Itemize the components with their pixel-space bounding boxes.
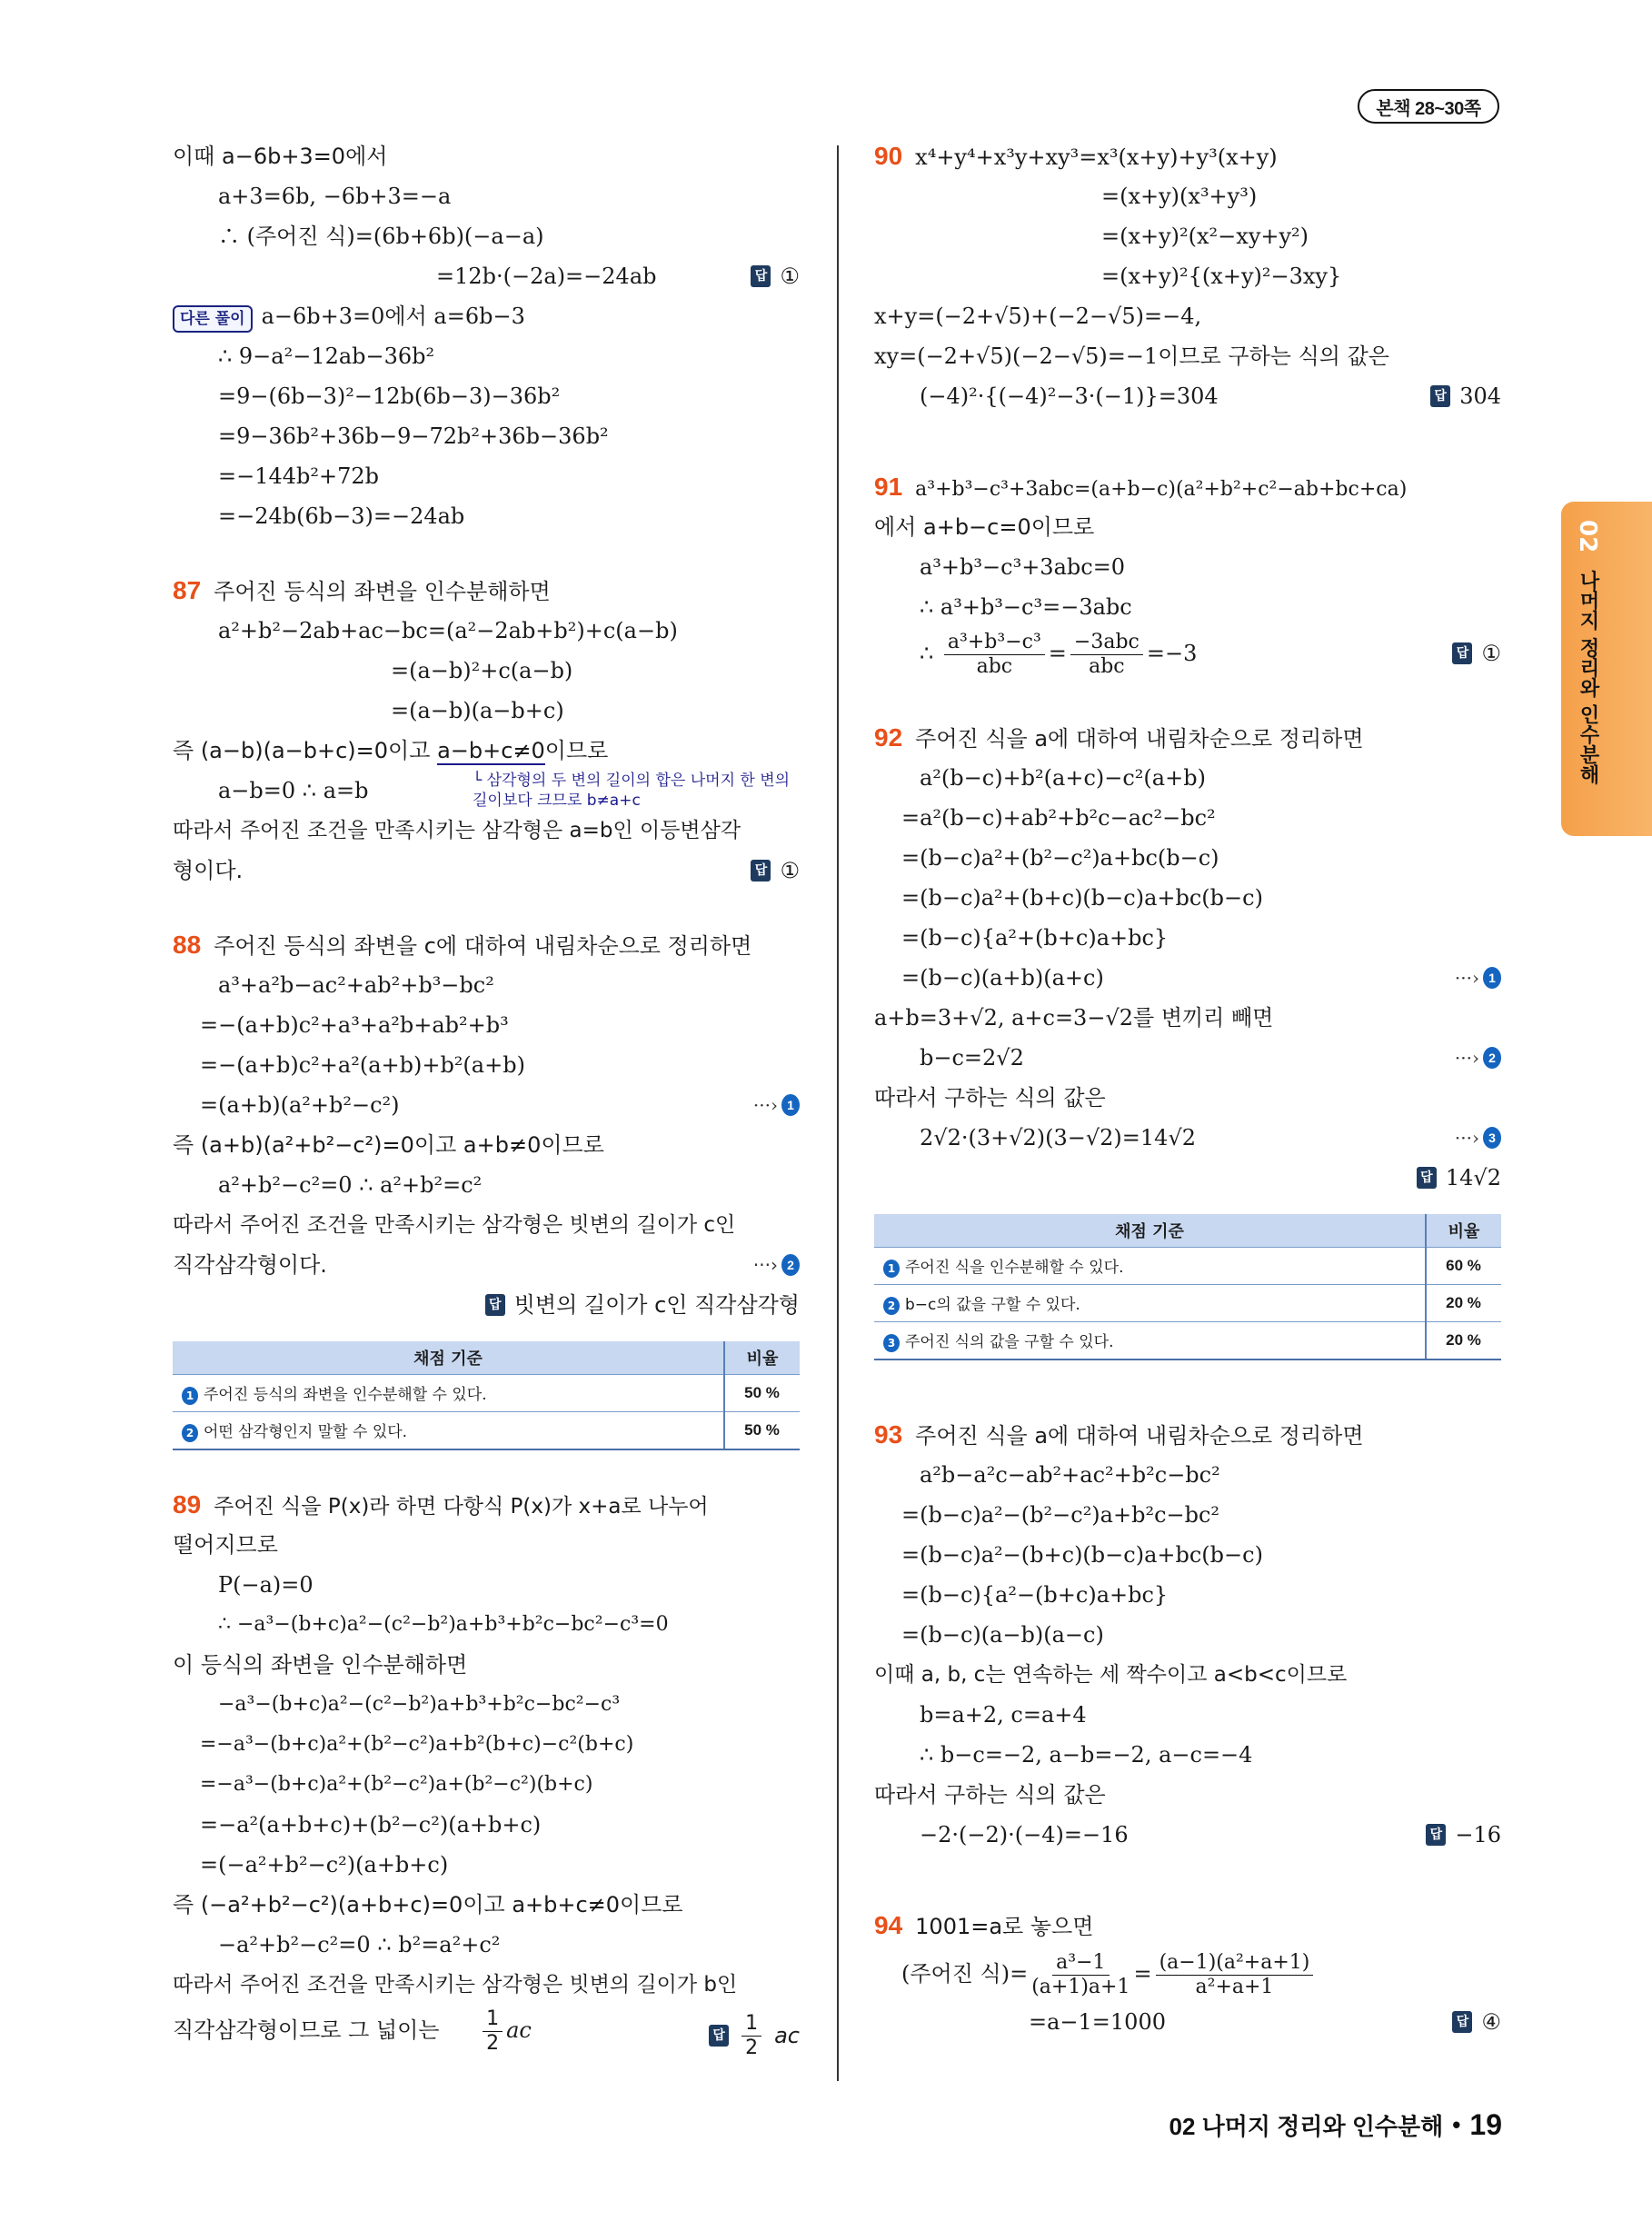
solution-line (173, 1285, 800, 1325)
therefore-sign: ∴ (920, 641, 934, 666)
denominator: abc (1089, 655, 1125, 678)
solution-line (173, 2005, 800, 2059)
solution-line: =−24b(6b−3)=−24ab (218, 503, 465, 529)
denominator: 2 (745, 2036, 759, 2059)
solution-line: =9−(6b−3)²−12b(6b−3)−36b² (218, 383, 561, 409)
chapter-side-tab (1561, 502, 1652, 836)
solution-line: a²(b−c)+b²(a+c)−c²(a+b) (920, 765, 1206, 791)
solution-line: 따라서 구하는 식의 값은 (874, 1085, 1106, 1111)
table-row (874, 1322, 1501, 1360)
denominator: 2 (486, 2031, 500, 2055)
equation: (−4)²·{(−4)²−3·(−1)}=304 (920, 383, 1219, 409)
solution-line (874, 376, 1501, 416)
solution-line: xy=(−2+√5)(−2−√5)=−1이므로 구하는 식의 값은 (874, 344, 1389, 369)
fraction (1070, 631, 1143, 679)
answer-mark (1452, 627, 1501, 680)
grading-table-92 (874, 1214, 1501, 1360)
solution-line (874, 1038, 1501, 1078)
equation: =(b−c)(a+b)(a+c) (901, 965, 1104, 991)
solution-line: 이때 a−6b+3=0에서 (173, 144, 388, 169)
answer-mark (1430, 376, 1501, 416)
solution-line: =−a³−(b+c)a²+(b²−c²)a+(b²−c²)(b+c) (200, 1773, 593, 1796)
numerator: a³−1 (1052, 1951, 1109, 1976)
text: 형이다. (173, 858, 244, 883)
table-header: 채점 기준 (173, 1341, 724, 1375)
solution-line: 따라서 주어진 조건을 만족시키는 삼각형은 빗변의 길이가 c인 (173, 1213, 736, 1237)
answer-mark (1426, 1815, 1501, 1855)
solution-line: 떨어지므로 (173, 1532, 278, 1558)
step-marker: ···› 2 (753, 1245, 800, 1285)
result: =−3 (1146, 641, 1198, 666)
solution-line (874, 958, 1501, 998)
fraction-answer (741, 2012, 761, 2060)
step-marker: ···› 1 (1455, 958, 1501, 998)
solution-line (874, 1158, 1501, 1198)
solution-line: =−(a+b)c²+a²(a+b)+b²(a+b) (200, 1052, 525, 1078)
solution-line: 즉 (a+b)(a²+b²−c²)=0이고 a+b≠0이므로 (173, 1132, 604, 1158)
equation: a−b=0 ∴ a=b (218, 778, 369, 803)
footer-separator: • (1452, 2111, 1461, 2138)
solution-line: a³+b³−c³+3abc=0 (920, 554, 1126, 580)
chapter-number: 02 (1574, 520, 1601, 553)
answer-mark (1452, 2002, 1501, 2042)
denominator: a²+a+1 (1195, 1976, 1274, 1998)
answer-mark (751, 256, 800, 296)
problem-92-heading (874, 718, 1501, 758)
solution-line: =(b−c)a²+(b²−c²)a+bc(b−c) (901, 845, 1219, 871)
equation: =12b·(−2a)=−24ab (436, 264, 657, 289)
text: 이므로 (544, 738, 609, 763)
answer-value: ① (780, 264, 800, 289)
solution-line: a+b=3+√2, a+c=3−√2를 변끼리 빼면 (874, 1005, 1274, 1031)
equation: a³+b³−c³+3abc=(a+b−c)(a²+b²+c²−ab+bc+ca) (915, 478, 1408, 501)
problem-number: 92 (874, 723, 903, 752)
equation: x⁴+y⁴+x³y+xy³=x³(x+y)+y³(x+y) (915, 144, 1278, 170)
solution-line (173, 851, 800, 891)
solution-line: =(b−c){a²−(b+c)a+bc} (901, 1582, 1169, 1608)
equation: 2√2·(3+√2)(3−√2)=14√2 (920, 1125, 1197, 1150)
rate: 50 % (724, 1412, 800, 1450)
solution-line: (주어진 식)= $\frac{\text{a³−1}}{(a+1)a+1}$ = $\frac{\text{(a−1)(a²+a+1)}}{\text{a²+a+1}}$ (874, 1946, 1501, 2002)
solution-line: −a³−(b+c)a²−(c²−b²)a+b³+b²c−bc²−c³ (218, 1693, 621, 1716)
solution-line: ∴ a³+b³−c³=−3abc (920, 594, 1132, 620)
answer-icon: 답 (1452, 2011, 1472, 2033)
fraction (944, 631, 1045, 679)
answer-value: 304 (1459, 383, 1501, 409)
solution-line: =(b−c)a²−(b²−c²)a+b²c−bc² (901, 1502, 1220, 1528)
numerator: 1 (741, 2012, 761, 2037)
solution-line (173, 1085, 800, 1125)
solution-line: ∴ $\frac{\text{a³+b³−c³}}{\text{abc}}$ = $\frac{\text{−3abc}}{\text{abc}}$ =−3 답 ① (874, 627, 1501, 680)
rate: 60 % (1426, 1248, 1501, 1285)
chapter-side-tab-label (1574, 520, 1602, 784)
solution-line: =(x+y)²(x²−xy+y²) (1101, 224, 1309, 249)
solution-line: ∴ −a³−(b+c)a²−(c²−b²)a+b³+b²c−bc²−c³=0 (218, 1613, 669, 1636)
variable: ac (774, 2023, 800, 2048)
solution-line: =−144b²+72b (218, 463, 380, 489)
solution-line: =(x+y)²{(x+y)²−3xy} (1101, 264, 1342, 289)
answer-icon: 답 (1417, 1167, 1437, 1189)
answer-icon: 답 (709, 2025, 729, 2047)
solution-line (173, 1245, 800, 1285)
solution-line: =(b−c)a²+(b+c)(b−c)a+bc(b−c) (901, 885, 1263, 911)
solution-line: =(a−b)(a−b+c) (391, 698, 564, 723)
footer-chapter: 02 나머지 정리와 인수분해 (1169, 2113, 1444, 2140)
solution-line: =(−a²+b²−c²)(a+b+c) (200, 1852, 449, 1877)
solution-line: a²b−a²c−ab²+ac²+b²c−bc² (920, 1462, 1220, 1488)
answer-mark (751, 851, 800, 891)
criterion: b−c의 값을 구할 수 있다. (905, 1296, 1080, 1314)
table-header: 비율 (1426, 1214, 1501, 1248)
solution-line (173, 296, 800, 336)
problem-text: 주어진 식을 a에 대하여 내림차순으로 정리하면 (915, 726, 1364, 752)
solution-line (874, 1118, 1501, 1158)
answer-value: 14√2 (1445, 1165, 1501, 1190)
problem-93-heading (874, 1415, 1501, 1455)
equation: b−c=2√2 (920, 1045, 1024, 1071)
solution-line: 이때 a, b, c는 연속하는 세 짝수이고 a<b<c이므로 (874, 1663, 1348, 1687)
solution-line: 따라서 주어진 조건을 만족시키는 삼각형은 빗변의 길이가 b인 (173, 1973, 738, 1997)
right-column (874, 136, 1501, 2042)
solution-line (173, 731, 800, 771)
answer-value: −16 (1455, 1822, 1501, 1848)
table-header: 비율 (724, 1341, 800, 1375)
problem-number: 89 (173, 1490, 202, 1519)
solution-line: =−a²(a+b+c)+(b²−c²)(a+b+c) (200, 1812, 542, 1838)
column-divider (837, 145, 839, 2081)
step-2-icon: 2 (182, 1424, 198, 1442)
problem-text: 주어진 식을 P(x)라 하면 다항식 P(x)가 x+a로 나누어 (214, 1495, 709, 1519)
answer-value: ① (1481, 641, 1501, 666)
left-column (173, 136, 800, 2059)
answer-value: 빗변의 길이가 c인 직각삼각형 (513, 1292, 800, 1318)
step-marker: ···› 3 (1455, 1118, 1501, 1158)
answer-mark (709, 2010, 800, 2061)
solution-line: =(b−c){a²+(b+c)a+bc} (901, 925, 1169, 951)
problem-91-heading (874, 467, 1501, 507)
solution-line: =9−36b²+36b−9−72b²+36b−36b² (218, 423, 609, 449)
step-marker: ···› 2 (1455, 1038, 1501, 1078)
solution-line: =(b−c)(a−b)(a−c) (901, 1622, 1104, 1648)
step-1-icon: 1 (182, 1387, 198, 1405)
solution-line: =−(a+b)c²+a³+a²b+ab²+b³ (200, 1012, 509, 1038)
numerator: −3abc (1070, 631, 1143, 655)
solution-line: =(x+y)(x³+y³) (1101, 184, 1258, 209)
solution-line: =−a³−(b+c)a²+(b²−c²)a+b²(b+c)−c²(b+c) (200, 1733, 634, 1756)
solution-line: 즉 (−a²+b²−c²)(a+b+c)=0이고 a+b+c≠0이므로 (173, 1892, 683, 1917)
table-row (173, 1412, 800, 1450)
solution-line: 에서 a+b−c=0이므로 (874, 514, 1095, 540)
alt-solution-badge: 다른 풀이 (173, 305, 253, 333)
solution-line: b=a+2, c=a+4 (920, 1702, 1087, 1728)
solution-line: =a²(b−c)+ab²+b²c−ac²−bc² (901, 805, 1216, 831)
equation: a−6b+3=0에서 a=6b−3 (261, 304, 525, 329)
annotation-note: └ 삼각형의 두 변의 길이의 합은 나머지 한 변의 길이보다 크므로 b≠a+c (473, 772, 791, 810)
solution-line: −a²+b²−c²=0 ∴ b²=a²+c² (218, 1932, 501, 1957)
table-header: 채점 기준 (874, 1214, 1426, 1248)
equation: =(a+b)(a²+b²−c²) (200, 1092, 400, 1118)
numerator: (a−1)(a²+a+1) (1156, 1951, 1314, 1976)
problem-number: 94 (874, 1911, 903, 1939)
problem-88-heading (173, 925, 800, 965)
solution-line: ∴ (주어진 식)=(6b+6b)(−a−a) (218, 224, 544, 249)
text: 직각삼각형이므로 그 넓이는 (173, 2017, 440, 2043)
solution-line (874, 1815, 1501, 1855)
table-row (874, 1248, 1501, 1285)
solution-line: x+y=(−2+√5)+(−2−√5)=−4, (874, 304, 1202, 329)
text: 즉 (a−b)(a−b+c)=0이고 (173, 738, 438, 763)
problem-text: 주어진 등식의 좌변을 인수분해하면 (214, 579, 551, 604)
answer-value: ④ (1481, 2009, 1501, 2035)
table-row (173, 1375, 800, 1412)
problem-94-heading (874, 1906, 1501, 1946)
solution-line: 따라서 구하는 식의 값은 (874, 1782, 1106, 1808)
numerator: a³+b³−c³ (944, 631, 1045, 655)
problem-text: 주어진 등식의 좌변을 c에 대하여 내림차순으로 정리하면 (214, 933, 752, 959)
answer-icon: 답 (751, 860, 771, 881)
answer-mark (1417, 1158, 1501, 1198)
step-3-icon: 3 (883, 1334, 900, 1352)
answer-icon: 답 (1452, 642, 1472, 664)
problem-text: 주어진 식을 a에 대하여 내림차순으로 정리하면 (915, 1423, 1364, 1449)
text: 직각삼각형이다. (173, 1252, 327, 1278)
solution-line (173, 771, 800, 811)
solution-line: =(a−b)²+c(a−b) (391, 658, 573, 683)
rate: 20 % (1426, 1285, 1501, 1322)
chapter-title: 나머지 정리와 인수분해 (1577, 570, 1599, 785)
denominator: (a+1)a+1 (1031, 1976, 1130, 1998)
table-row (874, 1285, 1501, 1322)
step-marker: ···› 1 (753, 1085, 800, 1125)
problem-90-heading (874, 136, 1501, 176)
step-2-icon: 2 (1483, 1047, 1501, 1069)
answer-mark (485, 1285, 800, 1325)
step-1-icon: 1 (883, 1260, 900, 1278)
reference-page-badge: 본책 28~30쪽 (1358, 89, 1499, 124)
criterion: 주어진 식을 인수분해할 수 있다. (905, 1259, 1124, 1277)
step-1-icon: 1 (781, 1094, 800, 1116)
problem-text: 1001=a로 놓으면 (915, 1914, 1094, 1939)
criterion: 주어진 식의 값을 구할 수 있다. (905, 1333, 1114, 1351)
criterion: 주어진 등식의 좌변을 인수분해할 수 있다. (204, 1386, 487, 1404)
equation: =a−1=1000 (1029, 2009, 1166, 2035)
solution-line: a+3=6b, −6b+3=−a (218, 184, 452, 209)
problem-number: 91 (874, 473, 903, 501)
answer-icon: 답 (485, 1294, 505, 1316)
underlined-condition: a−b+c≠0 (437, 738, 545, 763)
solution-line: a³+a²b−ac²+ab²+b³−bc² (218, 972, 494, 998)
rate: 50 % (724, 1375, 800, 1412)
solution-line (173, 256, 800, 296)
solution-line: 따라서 주어진 조건을 만족시키는 삼각형은 a=b인 이등변삼각 (173, 819, 741, 842)
answer-icon: 답 (1426, 1824, 1446, 1846)
problem-87-heading (173, 571, 800, 611)
solution-line: ∴ 9−a²−12ab−36b² (218, 344, 435, 369)
rate: 20 % (1426, 1322, 1501, 1360)
solution-line: ∴ b−c=−2, a−b=−2, a−c=−4 (920, 1742, 1253, 1768)
equation: (주어진 식)= (901, 1961, 1029, 1987)
denominator: abc (976, 655, 1013, 678)
grading-table-88 (173, 1341, 800, 1450)
answer-icon: 답 (1430, 385, 1450, 407)
answer-icon: 답 (751, 265, 771, 287)
problem-number: 90 (874, 142, 903, 170)
solution-line: a²+b²−c²=0 ∴ a²+b²=c² (218, 1172, 483, 1198)
variable: ac (506, 2017, 532, 2043)
page-number: 19 (1469, 2108, 1502, 2141)
answer-value: ① (780, 858, 800, 883)
problem-number: 87 (173, 576, 202, 604)
problem-number: 93 (874, 1420, 903, 1449)
solution-line: P(−a)=0 (218, 1572, 313, 1598)
fraction (1156, 1951, 1314, 1999)
numerator: 1 (483, 2007, 503, 2032)
step-2-icon: 2 (883, 1297, 900, 1315)
step-1-icon: 1 (1483, 967, 1501, 989)
step-2-icon: 2 (781, 1254, 800, 1276)
criterion: 어떤 삼각형인지 말할 수 있다. (204, 1423, 408, 1441)
solution-line: 이 등식의 좌변을 인수분해하면 (173, 1652, 468, 1678)
problem-number: 88 (173, 931, 202, 959)
solution-line: =(b−c)a²−(b+c)(b−c)a+bc(b−c) (901, 1542, 1263, 1568)
solution-line (874, 2002, 1501, 2042)
problem-89-heading (173, 1485, 800, 1525)
fraction (1031, 1951, 1130, 1999)
page-footer (1169, 2108, 1502, 2142)
step-3-icon: 3 (1483, 1127, 1501, 1149)
solution-line: a²+b²−2ab+ac−bc=(a²−2ab+b²)+c(a−b) (218, 618, 678, 643)
fraction-area (483, 2007, 503, 2056)
equation: −2·(−2)·(−4)=−16 (920, 1822, 1129, 1848)
